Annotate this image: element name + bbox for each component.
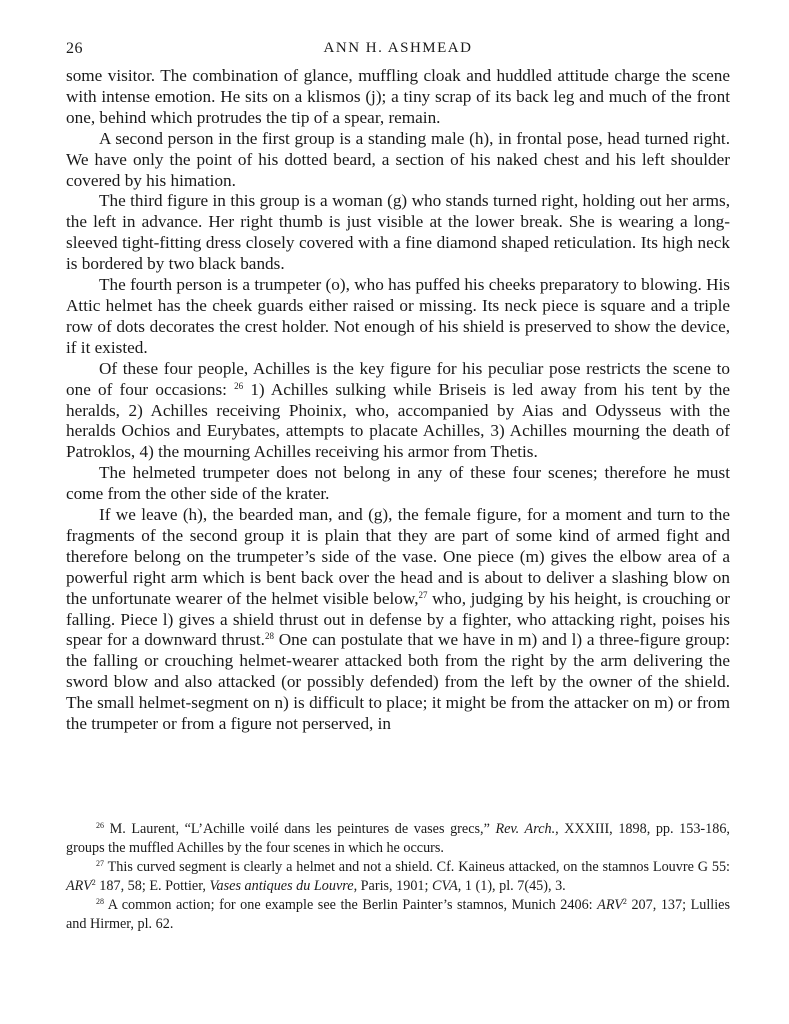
- paragraph-p1: [66, 66, 730, 129]
- text-run: The helmeted trumpeter does not belong in any of these four scenes; therefore he must come from the other side of the krater.: [66, 463, 730, 504]
- italic-title: Rev. Arch.: [495, 821, 556, 837]
- reference-marker: 2: [622, 897, 627, 906]
- body-text: [66, 66, 730, 735]
- footnote-fn28: [66, 896, 730, 934]
- footnote-fn27: [66, 858, 730, 896]
- reference-marker: 27: [96, 859, 104, 868]
- text-run: The third figure in this group is a woman (g) who stands turned right, holding out her arms, the left in advance. Her right thumb is just visible at the lower break. She is wearing a long-sleeved tight-fitting dress closely covered with a fine diamond shaped reticulation. Its high neck is bordered by two black bands.: [66, 191, 730, 274]
- text-run: A common action; for one example see the Berlin Painter’s stamnos, Munich 2406:: [104, 897, 598, 913]
- italic-title: ARV: [66, 878, 92, 894]
- text-run: some visitor. The combination of glance, muffling cloak and huddled attitude charge the scene with intense emotion. He sits on a klismos (j); a tiny scrap of its back leg and much of the front one, behind which protrudes the tip of a spear, remain.: [66, 66, 730, 127]
- italic-title: Vases antiques du Louvre: [209, 878, 354, 894]
- text-run: 187, 58; E. Pottier,: [95, 878, 210, 894]
- text-run: This curved segment is clearly a helmet and not a shield. Cf. Kaineus attacked, on the stamnos Louvre G 55:: [104, 859, 730, 875]
- paragraph-p3: [66, 191, 730, 275]
- text-run: 1) Achilles sulking while Briseis is led away from his tent by the heralds, 2) Achilles receiving Phoinix, who, accompanied by Aias and Odysseus with the heralds Ochios and Eurybates, attempts to placate Achilles, 3) Achilles mourning the death of Patroklos, 4) the mourning Achilles receiving his armor from Thetis.: [66, 379, 730, 462]
- reference-marker: 27: [418, 589, 428, 600]
- paragraph-p7: [66, 505, 730, 735]
- paragraph-p5: [66, 359, 730, 464]
- text-run: One can postulate that we have in m) and l) a three-figure group: the falling or crouching helmet-wearer attacked both from the right by the arm delivering the sword blow and also attacked (or possibly defended) from the left by the owner of the shield. The small helmet-segment on n) is difficult to place; it might be from the attacker on m) or from the trumpeter or from a figure not perserved, in: [66, 630, 730, 734]
- page-number: 26: [66, 40, 83, 57]
- italic-title: CVA: [432, 878, 458, 894]
- italic-title: ARV: [597, 897, 623, 913]
- text-run: M. Laurent, “L’Achille voilé dans les peintures de vases grecs,”: [104, 821, 496, 837]
- reference-marker: 28: [264, 631, 274, 642]
- text-run: , Paris, 1901;: [353, 878, 433, 894]
- text-run: A second person in the first group is a standing male (h), in frontal pose, head turned right. We have only the point of his dotted beard, a section of his naked chest and his left shoulder covered by his himation.: [66, 128, 730, 190]
- text-run: Of these four people, Achilles is the key figure for his peculiar pose restricts the scene to one of four occasions:: [66, 358, 730, 399]
- reference-marker: 2: [91, 878, 96, 887]
- paragraph-p2: [66, 129, 730, 192]
- page-header: [66, 40, 730, 66]
- page: [66, 40, 730, 735]
- reference-marker: 26: [96, 821, 104, 830]
- text-run: , XXXIII, 1898, pp. 153-186, groups the muffled Achilles by the four scenes in which he occurs.: [66, 821, 730, 856]
- reference-marker: 28: [96, 897, 104, 906]
- text-run: who, judging by his height, is crouching or falling. Piece l) gives a shield thrust out in defense by a fighter, who attacking right, poises his spear for a downward thrust.: [66, 588, 730, 650]
- paragraph-p6: [66, 463, 730, 505]
- text-run: , 1 (1), pl. 7(45), 3.: [457, 878, 566, 894]
- footnotes: [66, 820, 730, 934]
- running-head: ANN H. ASHMEAD: [323, 40, 473, 56]
- footnote-fn26: [66, 820, 730, 858]
- text-run: The fourth person is a trumpeter (o), who has puffed his cheeks preparatory to blowing. His Attic helmet has the cheek guards either raised or missing. Its neck piece is square and a triple row of dots decorates the crest holder. Not enough of his shield is preserved to show the device, if it existed.: [66, 275, 730, 357]
- reference-marker: 26: [234, 380, 244, 391]
- text-run: If we leave (h), the bearded man, and (g), the female figure, for a moment and turn to the fragments of the second group it is plain that they are part of some kind of armed fight and therefore belong on the trumpeter’s side of the vase. One piece (m) gives the elbow area of a powerful right arm which is bent back over the head and is about to deliver a slashing blow on the unfortunate wearer of the helmet visible below,: [66, 505, 730, 608]
- paragraph-p4: [66, 275, 730, 359]
- text-run: 207, 137; Lullies and Hirmer, pl. 62.: [66, 897, 730, 932]
